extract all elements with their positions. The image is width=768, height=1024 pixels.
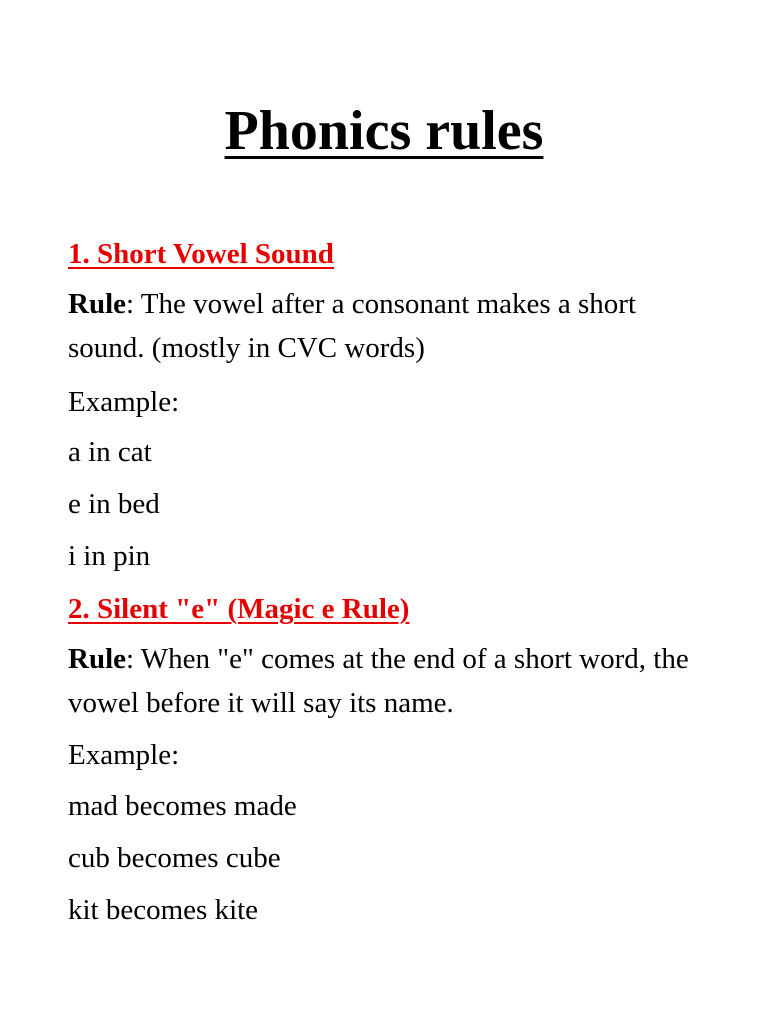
section-2-example-1: mad becomes made [68,790,297,822]
section-1-example-1: a in cat [68,436,152,468]
page-title-text: Phonics rules [224,100,544,162]
section-2-heading: 2. Silent "e" (Magic e Rule) [68,593,410,625]
section-1-rule-label: Rule [68,288,126,320]
section-1-rule-text: : The vowel after a consonant makes a short sound. (mostly in CVC words) [68,288,637,364]
section-2-rule-label: Rule [68,643,126,675]
section-2-rule [68,637,708,725]
section-1-rule [68,282,708,370]
section-1-example-label: Example: [68,386,180,418]
section-1-example-3: i in pin [68,540,151,572]
section-2-rule-text: : When "e" comes at the end of a short word, the vowel before it will say its name. [68,643,689,719]
section-2-example-2: cub becomes cube [68,842,281,874]
section-2-example-label: Example: [68,739,180,771]
section-1-heading: 1. Short Vowel Sound [68,238,334,270]
section-2-example-3: kit becomes kite [68,894,259,926]
page-title [0,95,768,167]
section-1-example-2: e in bed [68,488,160,520]
